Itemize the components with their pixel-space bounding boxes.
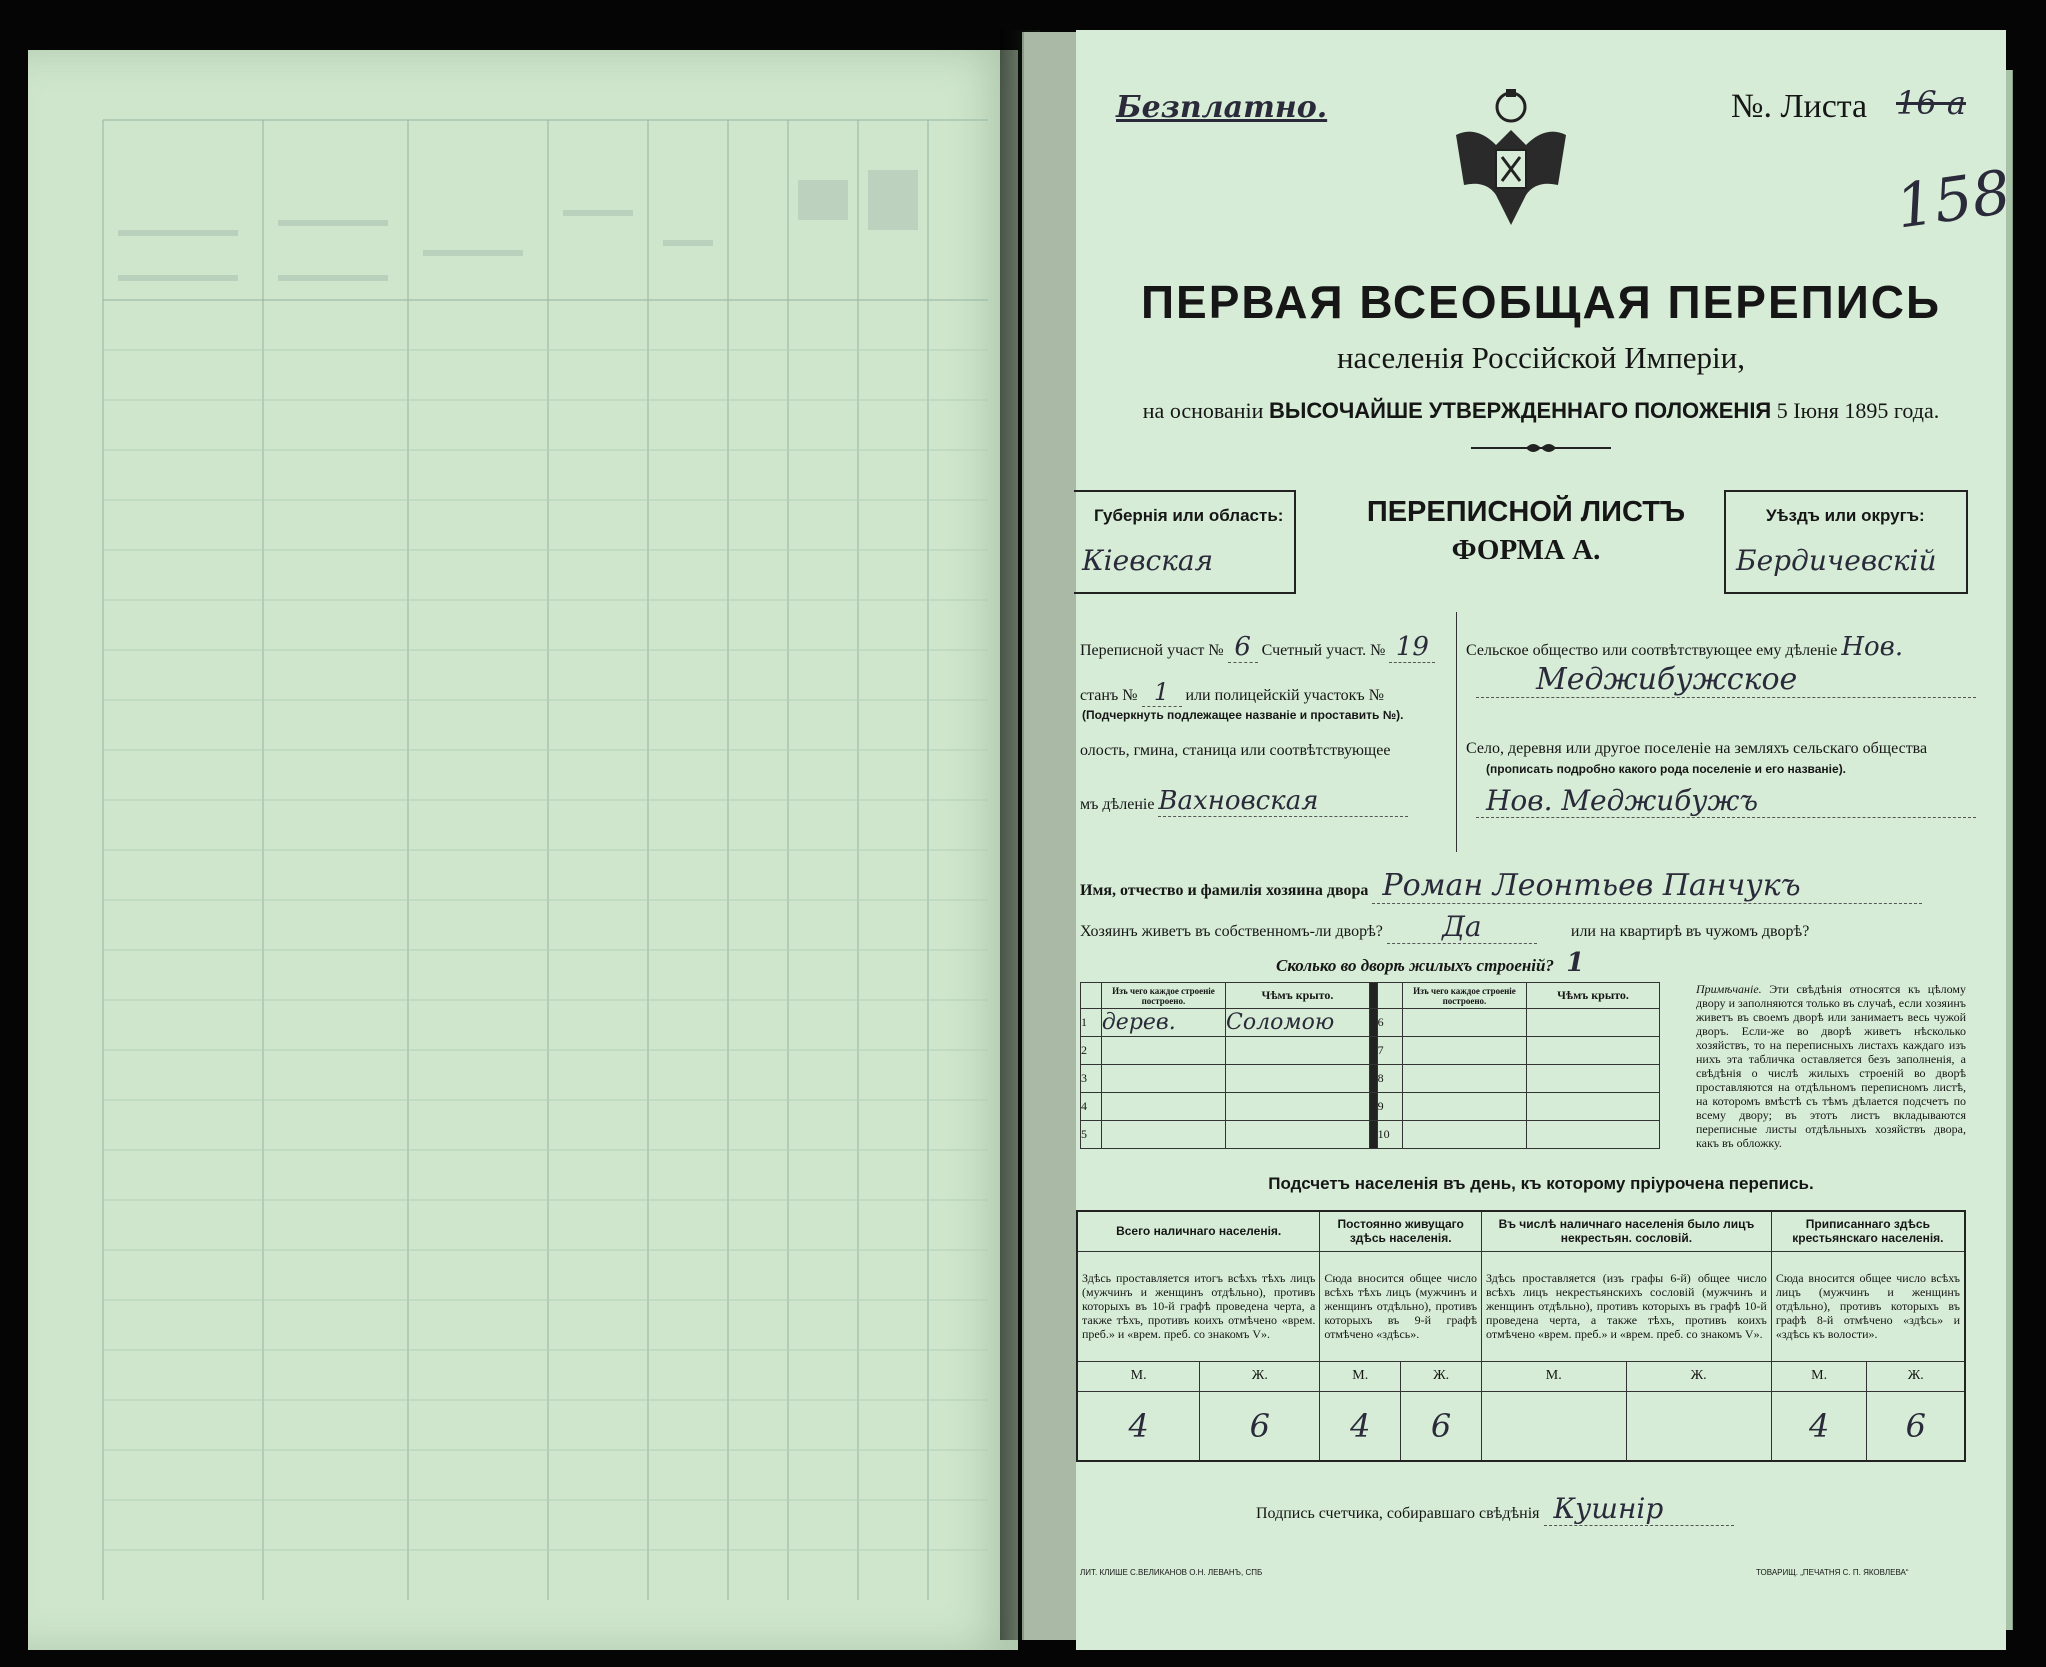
bt-num-header-right xyxy=(1377,983,1402,1009)
owner-label: Имя, отчество и фамилія хозяина двора xyxy=(1080,882,1369,899)
own-yard-row xyxy=(1080,910,1980,944)
right-fields-column xyxy=(1466,612,1986,852)
owner-row xyxy=(1080,868,1980,904)
volost-label: олость, гмина, станица или соотвѣтствующее xyxy=(1080,742,1391,759)
page-number-handwritten: 158 xyxy=(1891,157,2015,243)
bt-divider-cell xyxy=(1369,1121,1377,1149)
form-name: ФОРМА А. xyxy=(1451,534,1601,566)
bt-cell xyxy=(1402,1009,1526,1037)
bt-material-header-left: Изъ чего каждое строеніе построено. xyxy=(1101,983,1225,1009)
bt-cell xyxy=(1527,1065,1660,1093)
imperial-eagle-emblem xyxy=(1446,85,1576,235)
bt-cell xyxy=(1402,1121,1526,1149)
count-title: Подсчетъ населенія въ день, къ которому пріурочена перепись. xyxy=(1268,1174,1814,1193)
count-m-header: М. xyxy=(1771,1361,1867,1391)
volost-label-2: мъ дѣленіе xyxy=(1080,796,1155,813)
uchast-row xyxy=(1080,632,1435,663)
gubernia-box xyxy=(1074,490,1296,594)
left-page-grid xyxy=(28,50,1018,1650)
bt-row-num: 4 xyxy=(1081,1093,1102,1121)
bt-cell xyxy=(1101,1065,1225,1093)
buildings-label: Сколько во дворѣ жилыхъ строеній? xyxy=(1276,956,1554,975)
bt-divider xyxy=(1369,983,1377,1009)
bt-cell xyxy=(1527,1093,1660,1121)
own-yard-value: Да xyxy=(1387,910,1537,944)
count-value: 6 xyxy=(1867,1391,1965,1461)
bt-cell xyxy=(1101,1037,1225,1065)
left-fields-column xyxy=(1076,612,1457,852)
owner-value: Роман Леонтьев Панчукъ xyxy=(1372,868,1922,904)
police-label: или полицейскій участокъ № xyxy=(1185,687,1384,704)
count-value: 4 xyxy=(1771,1391,1867,1461)
stan-row xyxy=(1080,678,1384,707)
bt-cell xyxy=(1527,1009,1660,1037)
count-header-permanent: Постоянно живущаго здѣсь населенія. xyxy=(1320,1211,1482,1251)
volost-value: Вахновская xyxy=(1158,786,1408,817)
count-desc-permanent: Сюда вносится общее число всѣхъ тѣхъ лицъ (мужчинъ и женщинъ отдѣльно), противъ которыхъ въ 9-й графѣ отмѣчено «здѣсь». xyxy=(1320,1251,1482,1361)
selo-label: Село, деревня или другое поселеніе на земляхъ сельскаго общества xyxy=(1466,740,1928,757)
bt-row-num: 8 xyxy=(1377,1065,1402,1093)
count-desc-nonpeasant: Здѣсь проставляется (изъ графы 6-й) общее число всѣхъ лицъ некрестьянскихъ сословій (мужчинъ и женщинъ отдѣльно), противъ которыхъ въ графѣ 10-й проведена черта, а также тѣхъ, противъ коихъ отмѣчено «врем. преб.» и «врем. преб. со знакомъ V». xyxy=(1482,1251,1772,1361)
bt-cell xyxy=(1226,1121,1370,1149)
selo-value: Нов. Меджибужъ xyxy=(1476,784,1976,818)
uezd-label: Уѣздъ или округъ: xyxy=(1766,506,1925,525)
schet-label: Счетный участ. № xyxy=(1261,642,1386,659)
form-list-title: ПЕРЕПИСНОЙ ЛИСТЪ xyxy=(1366,496,1686,528)
bt-row-num: 6 xyxy=(1377,1009,1402,1037)
underline-note: (Подчеркнуть подлежащее названіе и проставить №). xyxy=(1082,708,1404,722)
census-subtitle: населенія Россійской Имперіи, xyxy=(1336,340,1746,375)
bt-roof-header-right: Чѣмъ крыто. xyxy=(1527,983,1660,1009)
census-form-page xyxy=(1076,30,2015,1650)
sheet-number-label: №. Листа xyxy=(1731,88,1868,125)
stan-value: 1 xyxy=(1142,678,1182,707)
bt-num-header-left xyxy=(1081,983,1102,1009)
gubernia-value: Кіевская xyxy=(1082,544,1214,577)
uezd-value: Бердичевскій xyxy=(1736,544,1937,577)
bt-row-num: 5 xyxy=(1081,1121,1102,1149)
bt-divider-cell xyxy=(1369,1093,1377,1121)
bt-cell xyxy=(1101,1121,1225,1149)
free-label: Безплатно. xyxy=(1116,90,1328,125)
sheet-number-handwritten: 16 а xyxy=(1896,84,1966,122)
note-block xyxy=(1696,982,1966,1150)
signature-row xyxy=(1256,1492,1734,1526)
count-zh-header: Ж. xyxy=(1626,1361,1771,1391)
bt-cell xyxy=(1226,1065,1370,1093)
basis-date: 5 Іюня 1895 года. xyxy=(1776,398,1940,423)
bt-divider-cell xyxy=(1369,1065,1377,1093)
count-zh-header: Ж. xyxy=(1867,1361,1965,1391)
bt-row-num: 9 xyxy=(1377,1093,1402,1121)
obshch-value-2: Меджибужское xyxy=(1476,662,1976,698)
obshch-value-1: Нов. xyxy=(1841,632,1904,662)
basis-bold: ВЫСОЧАЙШЕ УТВЕРЖДЕННАГО ПОЛОЖЕНІЯ xyxy=(1268,398,1772,423)
bt-cell xyxy=(1402,1093,1526,1121)
own-yard-label: Хозяинъ живетъ въ собственномъ-ли дворѣ? xyxy=(1080,923,1383,940)
count-header-peasant: Приписаннаго здѣсь крестьянскаго населенія. xyxy=(1771,1211,1965,1251)
left-page xyxy=(28,50,1018,1650)
stan-label: станъ № xyxy=(1080,687,1138,704)
bt-divider-cell xyxy=(1369,1037,1377,1065)
buildings-value: 1 xyxy=(1566,948,1585,978)
bt-cell xyxy=(1226,1093,1370,1121)
census-basis xyxy=(1076,398,2006,424)
note-title: Примѣчаніе. xyxy=(1696,982,1762,996)
bt-cell xyxy=(1402,1065,1526,1093)
buildings-table xyxy=(1080,982,1660,1149)
bt-row-num: 10 xyxy=(1377,1121,1402,1149)
imprint-right: ТОВАРИЩ. „ПЕЧАТНЯ С. П. ЯКОВЛЕВА“ xyxy=(1756,1568,1909,1577)
count-desc-peasant: Сюда вносится общее число всѣхъ лицъ (мужчинъ и женщинъ отдѣльно), противъ которыхъ въ графѣ 8-й отмѣчено «здѣсь» и «здѣсь къ волости». xyxy=(1771,1251,1965,1361)
census-title: ПЕРВАЯ ВСЕОБЩАЯ ПЕРЕПИСЬ xyxy=(1140,276,1942,328)
bt-row1-material: дерев. xyxy=(1101,1009,1225,1037)
count-m-header: М. xyxy=(1077,1361,1200,1391)
bt-row-num: 1 xyxy=(1081,1009,1102,1037)
count-value xyxy=(1626,1391,1771,1461)
signature-label: Подпись счетчика, собиравшаго свѣдѣнія xyxy=(1256,1505,1540,1522)
uezd-box xyxy=(1724,490,1968,594)
count-desc-total: Здѣсь проставляется итогъ всѣхъ тѣхъ лицъ (мужчинъ и женщинъ отдѣльно), противъ которыхъ въ 10-й графѣ проведена черта, а также тѣхъ, противъ коихъ отмѣчено «врем. преб.» и «врем. преб. со знакомъ V». xyxy=(1077,1251,1320,1361)
count-value: 6 xyxy=(1200,1391,1320,1461)
bt-roof-header-left: Чѣмъ крыто. xyxy=(1226,983,1370,1009)
count-zh-header: Ж. xyxy=(1200,1361,1320,1391)
bt-cell xyxy=(1101,1093,1225,1121)
ornament-divider xyxy=(1471,440,1611,456)
uchast-value: 6 xyxy=(1228,632,1258,663)
bt-row-num: 3 xyxy=(1081,1065,1102,1093)
obshch-label: Сельское общество или соотвѣтствующее ему дѣленіе xyxy=(1466,642,1838,659)
count-m-header: М. xyxy=(1320,1361,1401,1391)
bt-row1-roof: Соломою xyxy=(1226,1009,1370,1037)
signature-value: Кушнір xyxy=(1544,1492,1734,1526)
basis-prefix: на основаніи xyxy=(1142,398,1264,423)
volost-row xyxy=(1080,786,1408,817)
rent-label: или на квартирѣ въ чужомъ дворѣ? xyxy=(1570,923,1810,940)
note-text: Эти свѣдѣнія относятся къ цѣлому двору и заполняются только въ случаѣ, если хозяинъ живетъ въ своемъ дворѣ или занимаетъ весь чужой дворъ. Если-же во дворѣ живетъ нѣсколько хозяйствъ, то на переписныхъ листахъ каждаго изъ нихъ эта табличка оставляется безъ заполненія, а свѣдѣнія о числѣ жилыхъ строеній во дворѣ проставляются на отдѣльномъ переписномъ листѣ, на которомъ вмѣстѣ съ тѣмъ дѣлается подсчетъ по всему двору; въ этотъ листъ вкладываются переписные листы отдѣльныхъ хозяйствъ двора, какъ въ обложку. xyxy=(1696,982,1966,1150)
schet-value: 19 xyxy=(1389,632,1435,663)
count-value xyxy=(1482,1391,1626,1461)
imprint-left: ЛИТ. КЛИШЕ С.ВЕЛИКАНОВ О.Н. ЛЕВАНЪ, СПБ xyxy=(1080,1568,1263,1577)
count-table xyxy=(1076,1210,1966,1462)
bt-cell xyxy=(1226,1037,1370,1065)
bt-cell xyxy=(1527,1121,1660,1149)
count-header-total: Всего наличнаго населенія. xyxy=(1077,1211,1320,1251)
buildings-row xyxy=(1276,948,1584,978)
bt-row-num: 7 xyxy=(1377,1037,1402,1065)
bt-divider-cell xyxy=(1369,1009,1377,1037)
uchast-label: Переписной участ № xyxy=(1080,642,1224,659)
count-m-header: М. xyxy=(1482,1361,1626,1391)
count-value: 4 xyxy=(1320,1391,1401,1461)
bt-material-header-right: Изъ чего каждое строеніе построено. xyxy=(1402,983,1526,1009)
selo-note: (прописать подробно какого рода поселеніе и его названіе). xyxy=(1486,762,1847,776)
bt-row-num: 2 xyxy=(1081,1037,1102,1065)
count-zh-header: Ж. xyxy=(1401,1361,1482,1391)
count-value: 4 xyxy=(1077,1391,1200,1461)
bt-cell xyxy=(1527,1037,1660,1065)
obshch-row xyxy=(1466,632,1903,662)
bt-cell xyxy=(1402,1037,1526,1065)
count-header-nonpeasant: Въ числѣ наличнаго населенія было лицъ некрестьян. сословій. xyxy=(1482,1211,1772,1251)
gubernia-label: Губернія или область: xyxy=(1094,506,1284,525)
count-value: 6 xyxy=(1401,1391,1482,1461)
